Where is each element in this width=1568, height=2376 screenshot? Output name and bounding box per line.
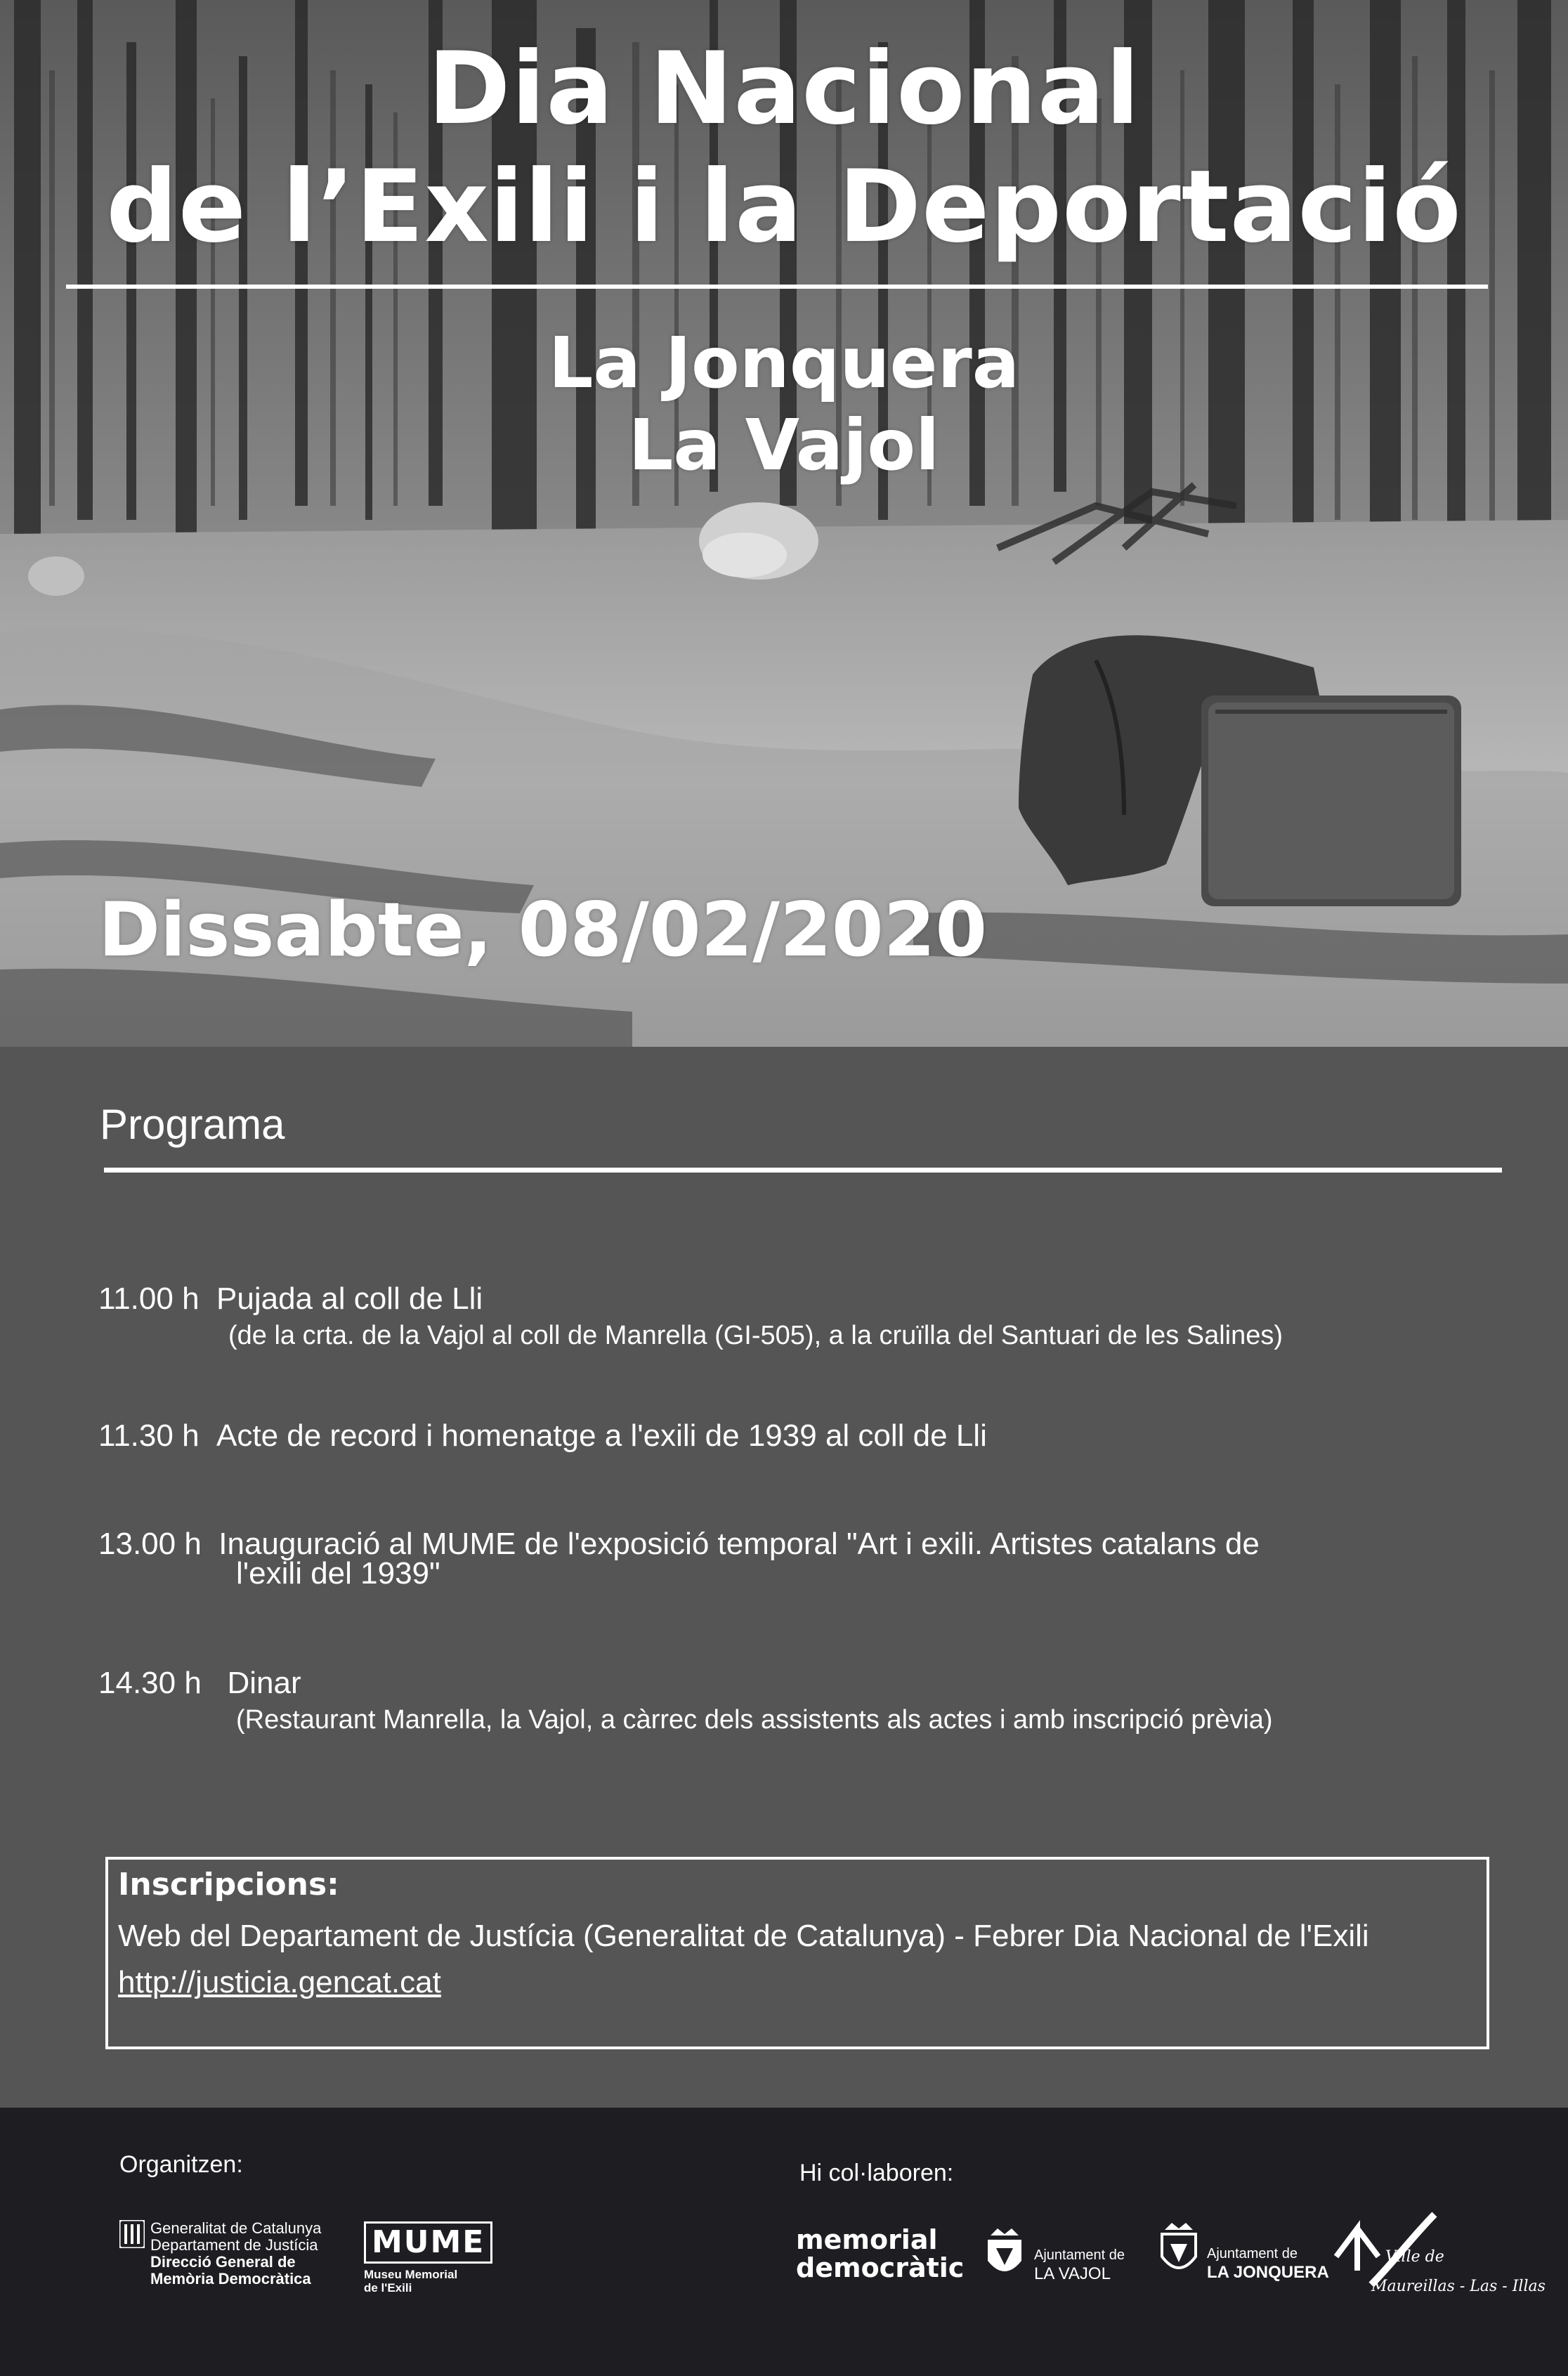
item-title: Inauguració al MUME de l'exposició temporal "Art i exili. Artistes catalans de xyxy=(218,1527,1260,1561)
collaborators-label: Hi col·laboren: xyxy=(799,2160,954,2186)
program-item xyxy=(98,1418,987,1454)
program-section xyxy=(0,1047,1568,2108)
mume-name-2: de l'Exili xyxy=(364,2281,412,2295)
item-title: Dinar xyxy=(227,1666,301,1700)
la-jonquera-line-2: LA JONQUERA xyxy=(1207,2263,1329,2282)
item-time: 11.30 h xyxy=(98,1418,200,1453)
memorial-line-1: memorial xyxy=(796,2224,938,2255)
generalitat-directorate: Direcció General de xyxy=(150,2253,296,2271)
la-jonquera-shield-icon xyxy=(1158,2220,1200,2279)
inscriptions-text: Web del Departament de Justícia (Generalitat de Catalunya) - Febrer Dia Nacional de l'Exili xyxy=(118,1919,1369,1953)
la-jonquera-line-1: Ajuntament de xyxy=(1207,2246,1298,2261)
item-subtitle: (de la crta. de la Vajol al coll de Manrella (GI-505), a la cruïlla del Santuari de les Salines) xyxy=(228,1321,1283,1350)
mume-logo xyxy=(364,2221,492,2295)
item-subtitle: (Restaurant Manrella, la Vajol, a càrrec dels assistents als actes i amb inscripció prèvia) xyxy=(236,1705,1273,1735)
la-vajol-line-1: Ajuntament de xyxy=(1034,2247,1125,2263)
item-title-continued: l'exili del 1939" xyxy=(236,1556,440,1591)
la-vajol-logo xyxy=(984,2226,1125,2283)
program-divider xyxy=(104,1168,1502,1173)
item-title: Acte de record i homenatge a l'exili de 1939 al coll de Lli xyxy=(216,1418,987,1453)
generalitat-name: Generalitat de Catalunya xyxy=(150,2219,322,2237)
place-la-jonquera: La Jonquera xyxy=(548,322,1020,404)
program-item xyxy=(98,1281,1283,1350)
item-time: 11.00 h xyxy=(98,1281,200,1316)
mume-mark: MUME xyxy=(364,2221,492,2264)
inscriptions-box xyxy=(105,1857,1489,2049)
program-heading: Programa xyxy=(100,1101,285,1148)
footer xyxy=(0,2108,1568,2376)
item-time: 14.30 h xyxy=(98,1666,202,1700)
item-title: Pujada al coll de Lli xyxy=(216,1281,483,1316)
event-date: Dissabte, 08/02/2020 xyxy=(98,887,988,973)
la-vajol-shield-icon xyxy=(984,2226,1026,2282)
program-item xyxy=(98,1665,1273,1735)
maureillas-logo xyxy=(1329,2207,1546,2306)
memorial-line-2: democràtic xyxy=(796,2252,965,2283)
title-line-1: Dia Nacional xyxy=(427,31,1141,147)
la-vajol-line-2: LA VAJOL xyxy=(1034,2264,1111,2283)
memorial-democratic-logo xyxy=(796,2226,964,2282)
maureillas-line-2: Maureillas - Las - Illas xyxy=(1371,2278,1546,2295)
generalitat-directorate-2: Memòria Democràtica xyxy=(150,2270,311,2287)
title-divider xyxy=(66,285,1488,289)
inscriptions-title: Inscripcions: xyxy=(118,1867,339,1902)
item-time: 13.00 h xyxy=(98,1527,202,1561)
generalitat-emblem-icon xyxy=(119,2220,145,2248)
organizers-label: Organitzen: xyxy=(119,2151,243,2178)
hero-photo-banner xyxy=(0,0,1568,1047)
place-la-vajol: La Vajol xyxy=(628,404,940,486)
mume-name: Museu Memorial xyxy=(364,2268,458,2281)
generalitat-department: Departament de Justícia xyxy=(150,2236,318,2254)
inscriptions-link[interactable]: http://justicia.gencat.cat xyxy=(118,1965,441,1999)
program-item xyxy=(98,1526,1260,1591)
maureillas-line-1: Ville de xyxy=(1385,2248,1444,2266)
title-line-2: de l’Exili i la Deportació xyxy=(106,149,1462,265)
la-jonquera-logo xyxy=(1158,2220,1329,2282)
